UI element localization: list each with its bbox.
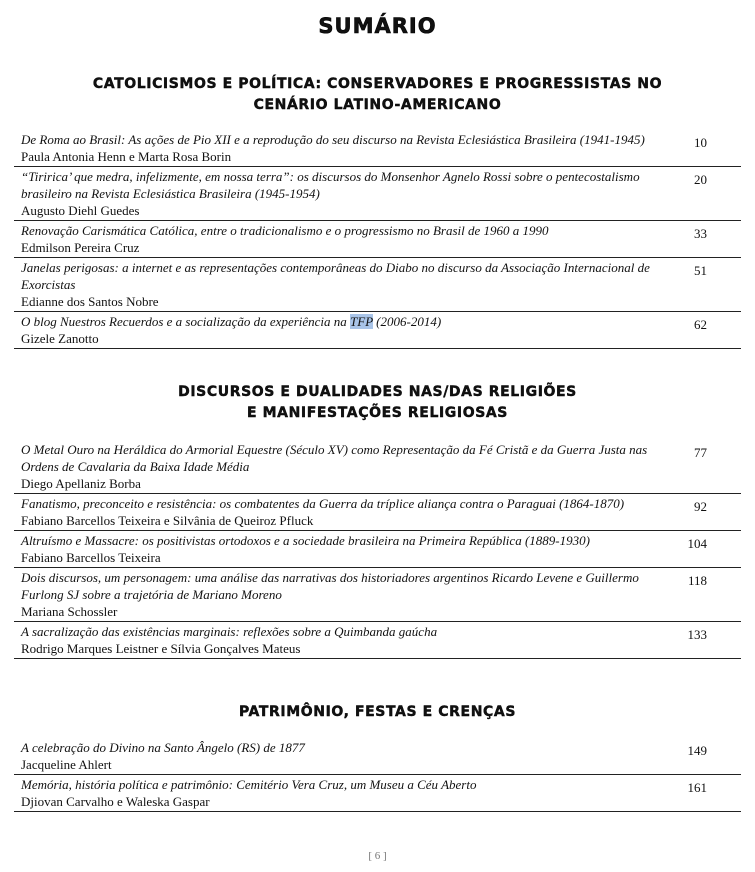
entry-page: 92 (694, 499, 707, 514)
entry-page: 10 (694, 135, 707, 150)
entry-title: Renovação Carismática Católica, entre o tradicionalismo e o progressismo no Brasil de 1960 a 1990 (21, 223, 549, 238)
entry-page: 149 (687, 743, 707, 758)
selected-text-highlight[interactable]: TFP (350, 314, 373, 329)
toc-section-2 (14, 440, 741, 659)
toc-entry[interactable] (14, 775, 741, 811)
entry-title-part: O blog Nuestros Recuerdos e a socialização da experiência na (21, 314, 351, 329)
toc-entry[interactable] (14, 494, 741, 531)
toc-entry[interactable] (14, 312, 741, 348)
entry-author: Gizele Zanotto (21, 331, 99, 346)
entry-author: Djiovan Carvalho e Waleska Gaspar (21, 794, 210, 809)
toc-entry[interactable] (14, 167, 741, 221)
toc-entry[interactable] (14, 622, 741, 658)
toc-entry[interactable] (14, 738, 741, 775)
entry-title: Dois discursos, um personagem: uma análise das narrativas dos historiadores argentinos Ricardo Levene e Guillermo Furlong SJ sobre a trajetória de Mariano Moreno (21, 570, 639, 602)
entry-title: Janelas perigosas: a internet e as representações contemporâneas do Diabo no discurso da Associação Internacional de Exorcistas (21, 260, 650, 292)
entry-page: 62 (694, 317, 707, 332)
entry-author: Edianne dos Santos Nobre (21, 294, 159, 309)
entry-title: “Tiririca’ que medra, infelizmente, em nossa terra”: os discursos do Monsenhor Agnelo Rossi sobre o pentecostalismo brasileiro na Revista Eclesiástica Brasileira (1945-1954) (21, 169, 640, 201)
entry-page: 77 (694, 445, 707, 460)
entry-page: 133 (687, 627, 707, 642)
toc-entry[interactable] (14, 568, 741, 622)
entry-title: De Roma ao Brasil: As ações de Pio XII e a reprodução do seu discurso na Revista Eclesiástica Brasileira (1941-1945) (21, 132, 645, 147)
entry-title: O Metal Ouro na Heráldica do Armorial Equestre (Século XV) como Representação da Fé Cristã e da Guerra Justa nas Ordens de Cavalaria da Baixa Idade Média (21, 442, 648, 474)
entry-author: Fabiano Barcellos Teixeira e Silvânia de Queiroz Pfluck (21, 513, 314, 528)
entry-title-part: (2006-2014) (372, 314, 442, 329)
section-title-catolicismos (0, 74, 755, 116)
entry-author: Edmilson Pereira Cruz (21, 240, 140, 255)
toc-entry[interactable] (14, 130, 741, 167)
toc-section-1 (14, 130, 741, 349)
toc-section-3 (14, 738, 741, 812)
entry-author: Rodrigo Marques Leistner e Sílvia Gonçalves Mateus (21, 641, 301, 656)
toc-entry[interactable] (14, 221, 741, 258)
toc-entry[interactable] (14, 258, 741, 312)
entry-page: 33 (694, 226, 707, 241)
entry-title (21, 313, 651, 330)
entry-author: Jacqueline Ahlert (21, 757, 112, 772)
section-title-discursos (0, 382, 755, 424)
page-title: SUMÁRIO (318, 14, 437, 38)
entry-title: Memória, história política e patrimônio: Cemitério Vera Cruz, um Museu a Céu Aberto (21, 777, 477, 792)
entry-page: 104 (687, 536, 707, 551)
entry-page: 20 (694, 172, 707, 187)
section-title-line: E MANIFESTAÇÕES RELIGIOSAS (246, 405, 508, 421)
toc-entry[interactable] (14, 440, 741, 494)
entry-title: Fanatismo, preconceito e resistência: os combatentes da Guerra da tríplice aliança contra o Paraguai (1864-1870) (21, 496, 625, 511)
entry-title: Altruísmo e Massacre: os positivistas ortodoxos e a sociedade brasileira na Primeira República (1889-1930) (21, 533, 590, 548)
entry-author: Fabiano Barcellos Teixeira (21, 550, 161, 565)
section-title-line: CATOLICISMOS E POLÍTICA: CONSERVADORES E PROGRESSISTAS NO (92, 76, 663, 92)
section-title-line: CENÁRIO LATINO-AMERICANO (253, 97, 502, 113)
entry-author: Mariana Schossler (21, 604, 118, 619)
toc-entry[interactable] (14, 531, 741, 568)
page-number: [ 6 ] (368, 850, 387, 862)
section-title-patrimonio (0, 702, 755, 723)
entry-author: Diego Apellaniz Borba (21, 476, 141, 491)
entry-author: Augusto Diehl Guedes (21, 203, 140, 218)
entry-title: A sacralização das existências marginais: reflexões sobre a Quimbanda gaúcha (21, 624, 438, 639)
entry-page: 118 (687, 573, 707, 588)
entry-title: A celebração do Divino na Santo Ângelo (RS) de 1877 (21, 740, 305, 755)
section-title-line: PATRIMÔNIO, FESTAS E CRENÇAS (238, 704, 517, 720)
entry-page: 161 (687, 780, 707, 795)
section-title-line: DISCURSOS E DUALIDADES NAS/DAS RELIGIÕES (178, 384, 577, 400)
entry-page: 51 (694, 263, 707, 278)
entry-author: Paula Antonia Henn e Marta Rosa Borin (21, 149, 232, 164)
